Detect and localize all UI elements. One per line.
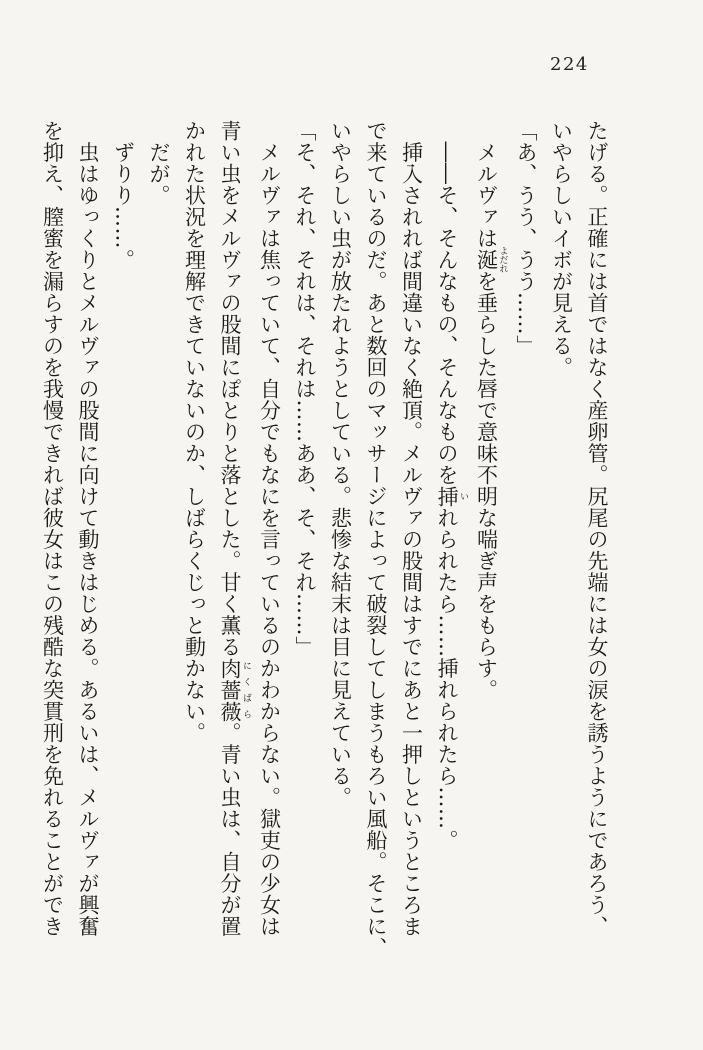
text-line: いやらしいイボが見える。 (549, 120, 574, 378)
text-line: いやらしい虫が放たれようとしている。悲惨な結末は目に見えている。 (328, 120, 353, 808)
ruby-annotated-word: 涎 よだれ (474, 246, 508, 274)
text-line: 「あ、うう、うう……」 (514, 120, 538, 357)
text-line: メルヴァは涎 よだれを垂らした唇で意味不明な喘ぎ声をもらす。 (474, 141, 508, 701)
text-line: かれた状況を理解できていないのか、しばらくじっと動かない。 (182, 120, 207, 744)
text-line: 虫はゆっくりとメルヴァの股間に向けて動きはじめる。あるいは、メルヴァが興奮 (76, 141, 100, 937)
text-line: だが。 (147, 141, 171, 206)
ruby-annotated-word: 肉薔薇 にくばら (218, 657, 251, 722)
page-number: 224 (550, 54, 589, 75)
text-line: たげる。正確には首ではなく産卵管。尻尾の先端には女の涙を誘うようにであろう、 (585, 120, 609, 937)
text-line: メルヴァは焦っていて、自分でもなにを言っているのかわからない。獄吏の少女は (257, 141, 282, 937)
text-line: 「そ、それ、それは、それは……ああ、そ、それ……」 (293, 120, 317, 658)
text-line: 青い虫をメルヴァの股間にぽとりと落とした。甘く薫る肉薔薇 にくばら。青い虫は、自分が置 (218, 120, 251, 937)
text-columns (42, 120, 614, 958)
text-line: ――そ、そんなもの、そんなものを挿 いれられたら……挿れられたら……。 (435, 141, 468, 851)
text-line: ずりり……。 (111, 141, 136, 271)
text-line: 挿入されれば間違いなく絶頂。メルヴァの股間はすでにあと一押しというところま (399, 141, 424, 937)
text-line: で来ているのだ。あと数回のマッサージによって破裂してしまうもろい風船。そこに、 (364, 120, 388, 959)
ruby-annotated-word: 挿 い (435, 485, 468, 507)
text-line: を抑え、膣蜜を漏らすのを我慢できれば彼女はこの残酷な突貫刑を免れることができ (40, 120, 65, 937)
